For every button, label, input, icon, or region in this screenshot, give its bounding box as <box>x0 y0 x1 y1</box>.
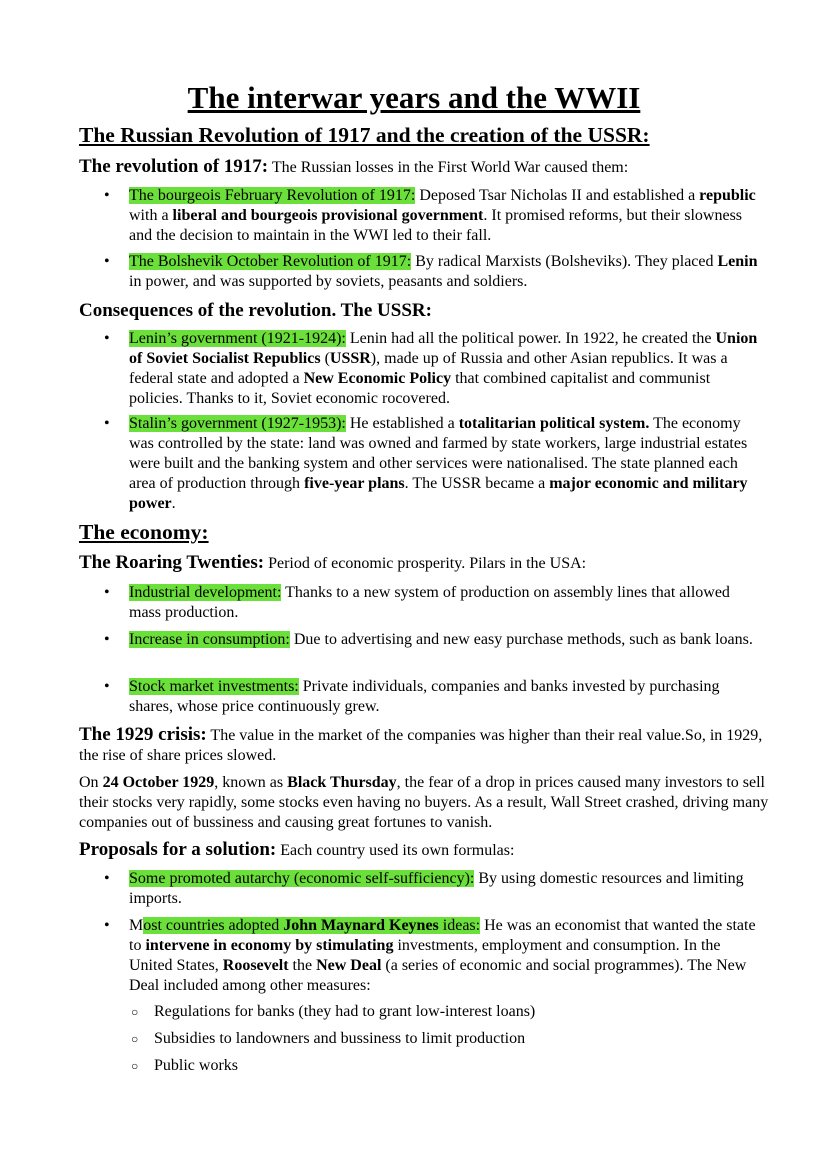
highlight: Increase in consumption: <box>129 631 290 648</box>
circle-bullet-icon: ○ <box>131 1005 139 1019</box>
text: By using domestic resources and limiting imports. <box>129 870 744 907</box>
subheading-consequences: Consequences of the revolution. The USSR: <box>79 300 432 321</box>
text: . It promised reforms, but their slowness and the decision to maintain in the WWI led to their fall. <box>129 207 743 244</box>
bullet-icon: • <box>104 631 110 648</box>
text: (a series of economic and social programmes). The New Deal included among other measures: <box>129 957 747 994</box>
paragraph-black-thursday <box>79 773 769 833</box>
text: Lenin had all the political power. In 1922, he created the <box>345 330 716 347</box>
text: Due to advertising and new easy purchase methods, such as bank loans. <box>289 631 753 648</box>
highlight: The Bolshevik October Revolution of 1917: <box>129 253 412 270</box>
paragraph-text: The value in the market of the companies was higher than their real value.So, in 1929, the rise of share prices slowed. <box>79 727 763 764</box>
bold-text: Lenin <box>717 253 758 270</box>
text: , known as <box>214 774 288 791</box>
text: Private individuals, companies and banks invested by purchasing shares, whose price continuously grew. <box>129 678 720 715</box>
bold-text: New Deal <box>316 957 382 974</box>
bold-text: liberal and bourgeois provisional government <box>172 207 484 224</box>
text: Regulations for banks (they had to grant low-interest loans) <box>154 1003 536 1020</box>
bullet-icon: • <box>104 187 110 204</box>
list-item-industrial-development <box>104 583 759 623</box>
bold-text: Union of Soviet Socialist Republics <box>129 330 758 367</box>
bullet-icon: • <box>104 415 110 432</box>
bold-text: five-year plans <box>304 475 405 492</box>
text: He established a <box>345 415 459 432</box>
text: , the fear of a drop in prices caused many investors to sell their stocks very rapidly, some stocks even having no buyers. As a result, Wall Street crashed, driving many companies out of bussiness and causing great fortunes to vanish. <box>79 774 769 831</box>
paragraph-1929-crisis <box>79 725 769 766</box>
text: Thanks to a new system of production on assembly lines that allowed mass production. <box>129 584 730 621</box>
list-item-february-revolution <box>104 186 759 246</box>
list-item-lenin-government <box>104 329 759 409</box>
lead-roaring-twenties: The Roaring Twenties: <box>79 552 265 573</box>
text: M <box>129 917 144 934</box>
list-item-autarchy <box>104 869 759 909</box>
highlight: Some promoted autarchy (economic self-sufficiency): <box>129 870 475 887</box>
bold-text: Roosevelt <box>222 957 289 974</box>
section-heading-economy: The economy: <box>79 520 209 544</box>
text: Public works <box>154 1057 238 1074</box>
bold-text: USSR <box>329 350 371 367</box>
section-heading-russian-revolution: The Russian Revolution of 1917 and the creation of the USSR: <box>79 123 650 147</box>
text: with a <box>129 207 173 224</box>
bullet-icon: • <box>104 330 110 347</box>
bullet-icon: • <box>104 584 110 601</box>
list-item-keynes <box>104 916 759 996</box>
list-item-stock-market <box>104 677 759 717</box>
bold-text: 24 October 1929 <box>102 774 215 791</box>
bullet-icon: • <box>104 870 110 887</box>
bold-text: republic <box>699 187 756 204</box>
text: in power, and was supported by soviets, peasants and soldiers. <box>129 273 528 290</box>
bold-text: intervene in economy by stimulating <box>145 937 394 954</box>
text: The economy was controlled by the state: land was owned and farmed by state workers, large industrial estates were built and the banking system and other services were nationalised. The state planned each area of production through <box>129 415 748 492</box>
text: that combined capitalist and communist policies. Thanks to it, Soviet economic rocovered. <box>129 370 711 407</box>
text: . The USSR became a <box>404 475 550 492</box>
text: investments, employment and consumption. In the United States, <box>129 937 721 974</box>
list-item-stalin-government <box>104 414 759 514</box>
circle-bullet-icon: ○ <box>131 1032 139 1046</box>
bold-text: major economic and military power <box>129 475 748 512</box>
paragraph-text: Each country used its own formulas: <box>276 842 515 859</box>
circle-bullet-icon: ○ <box>131 1059 139 1073</box>
paragraph-roaring-twenties <box>79 553 769 574</box>
sub-list-item-measure <box>131 1056 754 1076</box>
highlight: Stock market investments: <box>129 678 299 695</box>
text: Subsidies to landowners and bussiness to limit production <box>154 1030 526 1047</box>
text: By radical Marxists (Bolsheviks). They placed <box>411 253 718 270</box>
lead-proposals: Proposals for a solution: <box>79 839 277 860</box>
page-title: The interwar years and the WWII <box>187 80 641 115</box>
text: He was an economist that wanted the state to <box>129 917 756 954</box>
bold-text: Black Thursday <box>287 774 397 791</box>
bold-text: totalitarian political system. <box>458 415 650 432</box>
paragraph-text: The Russian losses in the First World War caused them: <box>268 159 629 176</box>
highlight <box>143 917 480 934</box>
highlight-text: ideas: <box>438 917 481 934</box>
highlight: Lenin’s government (1921-1924): <box>129 330 346 347</box>
bold-text: John Maynard Keynes <box>283 917 439 934</box>
highlight: The bourgeois February Revolution of 1917: <box>129 187 416 204</box>
text: On <box>79 774 103 791</box>
text: the <box>288 957 317 974</box>
text: ( <box>320 350 330 367</box>
sub-list-item-measure <box>131 1029 754 1049</box>
bullet-icon: • <box>104 678 110 695</box>
bullet-icon: • <box>104 253 110 270</box>
highlight: Industrial development: <box>129 584 282 601</box>
highlight-text: ost countries adopted <box>143 917 284 934</box>
paragraph-proposals <box>79 840 769 861</box>
sub-list-item-measure <box>131 1002 754 1022</box>
highlight: Stalin’s government (1927-1953): <box>129 415 346 432</box>
bold-text: New Economic Policy <box>303 370 452 387</box>
text: ), made up of Russia and other Asian republics. It was a federal state and adopted a <box>129 350 728 387</box>
list-item-october-revolution <box>104 252 759 292</box>
lead-1929-crisis: The 1929 crisis: <box>79 724 207 745</box>
paragraph-revolution-1917 <box>79 157 769 178</box>
list-item-increase-consumption <box>104 630 759 650</box>
bullet-icon: • <box>104 917 110 934</box>
paragraph-text: Period of economic prosperity. Pilars in the USA: <box>264 555 587 572</box>
lead-revolution-1917: The revolution of 1917: <box>79 156 269 177</box>
text: . <box>171 495 176 512</box>
text: Deposed Tsar Nicholas II and established a <box>415 187 700 204</box>
